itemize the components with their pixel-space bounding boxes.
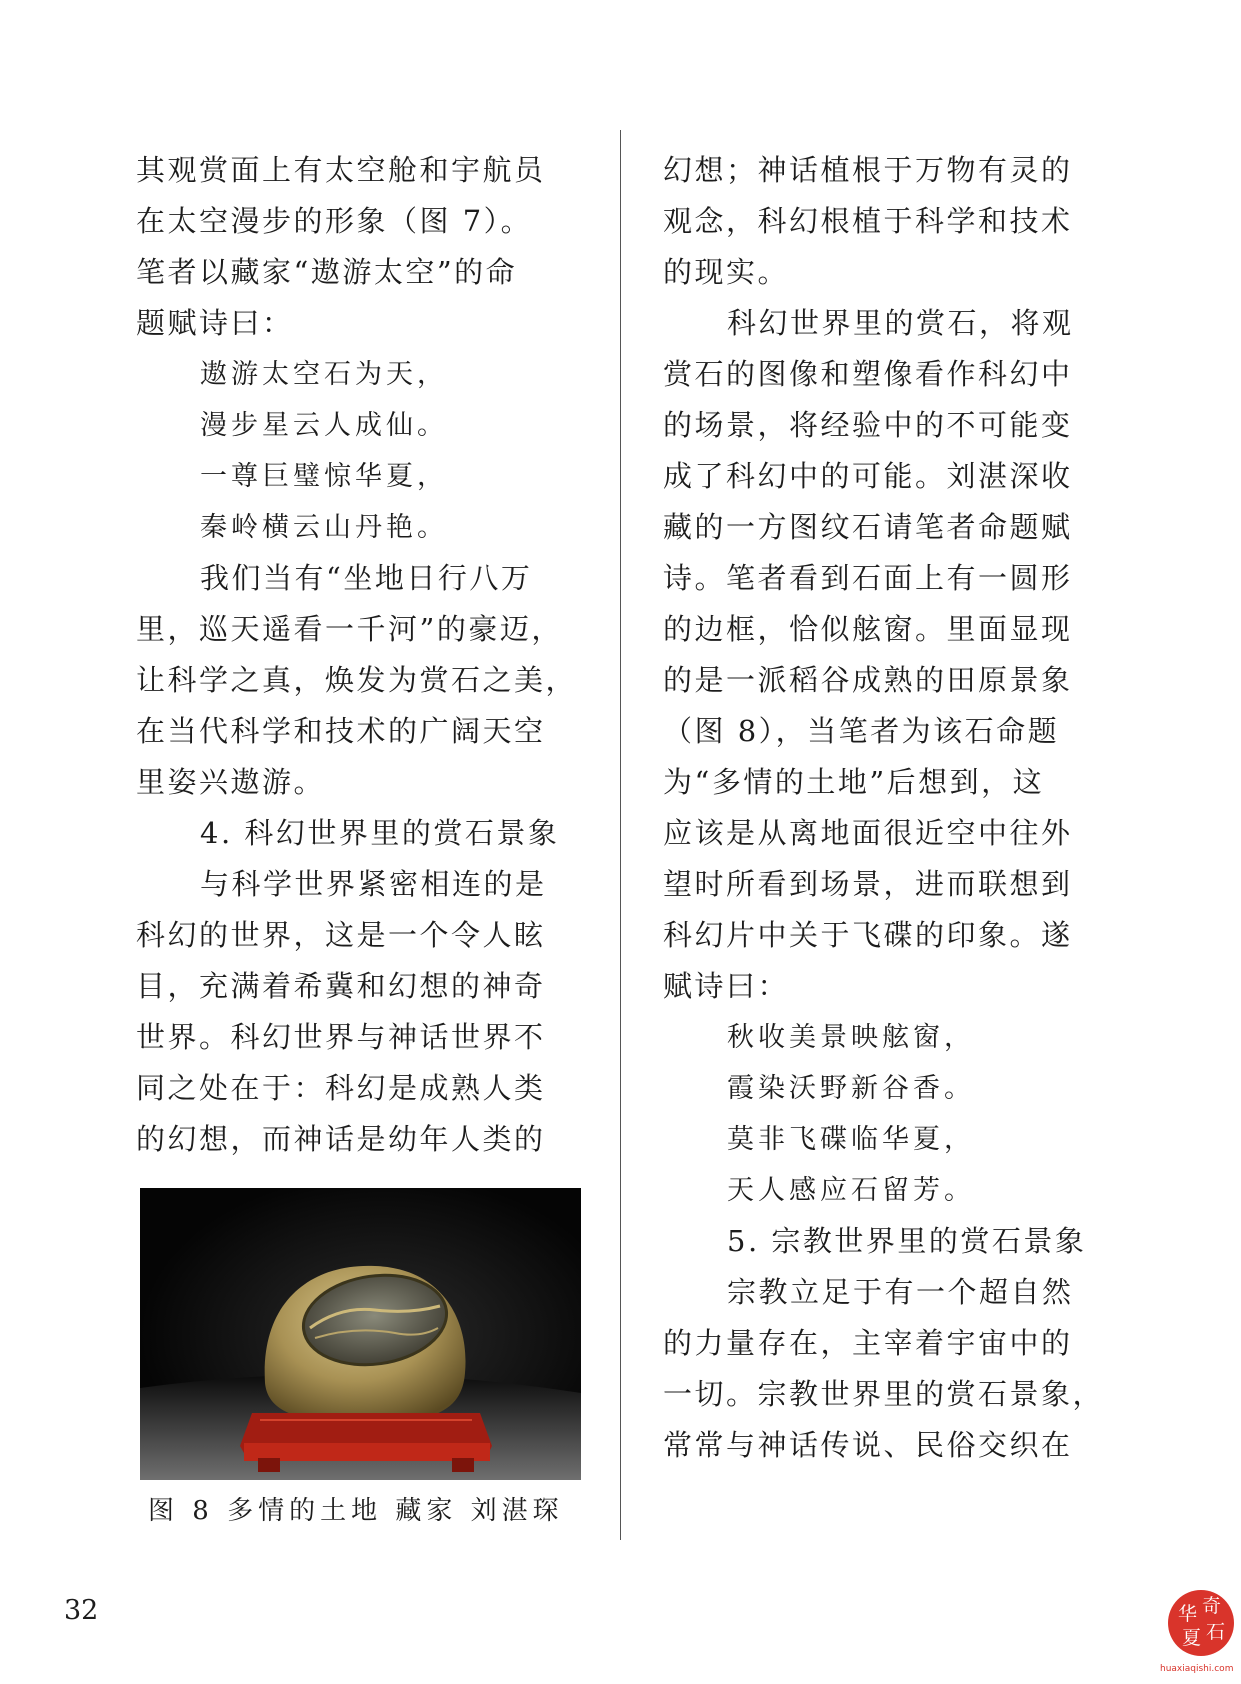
text-line: 赋诗曰： bbox=[663, 969, 790, 1003]
text-line: 的边框，恰似舷窗。里面显现 bbox=[663, 612, 1073, 646]
text-line: 其观赏面上有太空舱和宇航员 bbox=[136, 153, 546, 187]
column-divider bbox=[620, 130, 621, 1540]
text-line: 幻想；神话植根于万物有灵的 bbox=[663, 153, 1073, 187]
text-line: 我们当有“坐地日行八万 bbox=[200, 561, 533, 595]
text-line: 常常与神话传说、民俗交织在 bbox=[663, 1428, 1073, 1462]
figure-8-photo bbox=[140, 1188, 581, 1480]
text-line: 宗教立足于有一个超自然 bbox=[727, 1275, 1074, 1309]
logo-char: 夏 bbox=[1182, 1627, 1202, 1649]
text-line: 笔者以藏家“遨游太空”的命 bbox=[136, 255, 518, 289]
text-line: 的力量存在，主宰着宇宙中的 bbox=[663, 1326, 1073, 1360]
poem-line: 天人感应石留芳。 bbox=[727, 1175, 975, 1206]
poem-line: 漫步星云人成仙。 bbox=[200, 410, 448, 441]
text-line: 的是一派稻谷成熟的田原景象 bbox=[663, 663, 1073, 697]
logo-char: 石 bbox=[1206, 1621, 1226, 1643]
text-line: 4. 科幻世界里的赏石景象 bbox=[200, 816, 560, 850]
text-line: 为“多情的土地”后想到，这 bbox=[663, 765, 1045, 799]
text-line: 藏的一方图纹石请笔者命题赋 bbox=[663, 510, 1073, 544]
text-line: 科幻片中关于飞碟的印象。遂 bbox=[663, 918, 1073, 952]
text-line: 赏石的图像和塑像看作科幻中 bbox=[663, 357, 1073, 391]
text-line: 让科学之真，焕发为赏石之美， bbox=[136, 663, 578, 697]
text-line: 的幻想，而神话是幼年人类的 bbox=[136, 1122, 546, 1156]
poem-line: 莫非飞碟临华夏， bbox=[727, 1124, 975, 1155]
text-line: 成了科幻中的可能。刘湛深收 bbox=[663, 459, 1073, 493]
text-line: 5. 宗教世界里的赏石景象 bbox=[727, 1224, 1087, 1258]
text-line: 与科学世界紧密相连的是 bbox=[200, 867, 547, 901]
text-line: 望时所看到场景，进而联想到 bbox=[663, 867, 1073, 901]
poem-line: 遨游太空石为天， bbox=[200, 359, 448, 390]
text-line: 科幻世界里的赏石，将观 bbox=[727, 306, 1074, 340]
poem-line: 秋收美景映舷窗， bbox=[727, 1022, 975, 1053]
text-line: 在当代科学和技术的广阔天空 bbox=[136, 714, 546, 748]
text-line: 科幻的世界，这是一个令人眩 bbox=[136, 918, 546, 952]
text-line: 世界。科幻世界与神话世界不 bbox=[136, 1020, 546, 1054]
text-line: 里姿兴遨游。 bbox=[136, 765, 326, 799]
text-line: 的场景，将经验中的不可能变 bbox=[663, 408, 1073, 442]
poem-line: 一尊巨璧惊华夏， bbox=[200, 461, 448, 492]
logo-char: 奇 bbox=[1202, 1595, 1222, 1617]
text-line: 一切。宗教世界里的赏石景象， bbox=[663, 1377, 1105, 1411]
page-number: 32 bbox=[64, 1595, 99, 1626]
huaxia-qishi-logo bbox=[1168, 1590, 1234, 1656]
left-column bbox=[136, 145, 576, 1165]
text-line: 题赋诗曰： bbox=[136, 306, 294, 340]
text-line: 的现实。 bbox=[663, 255, 790, 289]
text-line: 应该是从离地面很近空中往外 bbox=[663, 816, 1073, 850]
right-column bbox=[663, 145, 1108, 1471]
figure-caption: 图 8 多情的土地 藏家 刘湛琛 bbox=[148, 1496, 564, 1526]
poem-line: 秦岭横云山丹艳。 bbox=[200, 512, 448, 543]
text-line: 观念，科幻根植于科学和技术 bbox=[663, 204, 1073, 238]
text-line: 目，充满着希冀和幻想的神奇 bbox=[136, 969, 546, 1003]
text-line: 里，巡天遥看一千河”的豪迈， bbox=[136, 612, 563, 646]
logo-char: 华 bbox=[1178, 1603, 1198, 1625]
text-line: 同之处在于：科幻是成熟人类 bbox=[136, 1071, 546, 1105]
text-line: （图 8），当笔者为该石命题 bbox=[663, 714, 1060, 748]
logo-url: huaxiaqishi.com bbox=[1160, 1664, 1234, 1674]
poem-line: 霞染沃野新谷香。 bbox=[727, 1073, 975, 1104]
text-line: 在太空漫步的形象（图 7）。 bbox=[136, 204, 533, 238]
text-line: 诗。笔者看到石面上有一圆形 bbox=[663, 561, 1073, 595]
